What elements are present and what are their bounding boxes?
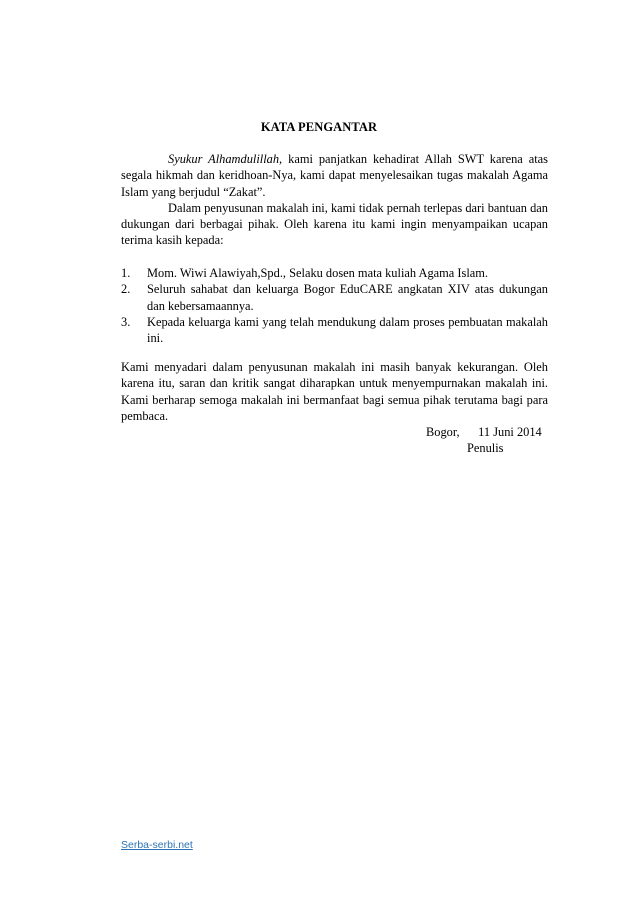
intro-italic-lead: Syukur Alhamdulillah, (168, 152, 283, 166)
list-item (121, 281, 548, 314)
signature-author: Penulis (467, 441, 504, 455)
thanks-list (121, 265, 548, 346)
list-item-number: 3. (121, 314, 131, 329)
list-item-text: Seluruh sahabat dan keluarga Bogor EduCARE angkatan XIV atas dukungan dan kebersamaannya. (147, 282, 548, 313)
closing-paragraph: Kami menyadari dalam penyusunan makalah ini masih banyak kekurangan. Oleh karena itu, saran dan kritik sangat diharapkan untuk menyempurnakan makalah ini. Kami berharap semoga makalah ini bermanfaat bagi semua pihak terutama bagi para pembaca. (121, 360, 548, 423)
list-item (121, 314, 548, 347)
footer-link[interactable]: Serba-serbi.net (121, 839, 193, 851)
list-item-number: 1. (121, 266, 131, 280)
signature-place-date: Bogor, 11 Juni 2014 (426, 425, 542, 439)
intro-rest: kami panjatkan kehadirat Allah SWT karena atas segala hikmah dan keridhoan-Nya, kami dapat menyelesaikan tugas makalah Agama Islam yang berjudul “Zakat”. (121, 152, 548, 199)
page-title: KATA PENGANTAR (260, 120, 378, 134)
list-item (121, 265, 548, 281)
list-item-text: Kepada keluarga kami yang telah mendukung dalam proses pembuatan makalah ini. (147, 314, 548, 346)
intro-paragraph (121, 151, 548, 200)
intro-block (121, 151, 548, 249)
second-paragraph: Dalam penyusunan makalah ini, kami tidak pernah terlepas dari bantuan dan dukungan dari berbagai pihak. Oleh karena itu kami ingin menyampaikan ucapan terima kasih kepada: (121, 200, 548, 248)
list-item-text: Mom. Wiwi Alawiyah,Spd., Selaku dosen mata kuliah Agama Islam. (147, 266, 489, 280)
list-item-number: 2. (121, 282, 131, 297)
